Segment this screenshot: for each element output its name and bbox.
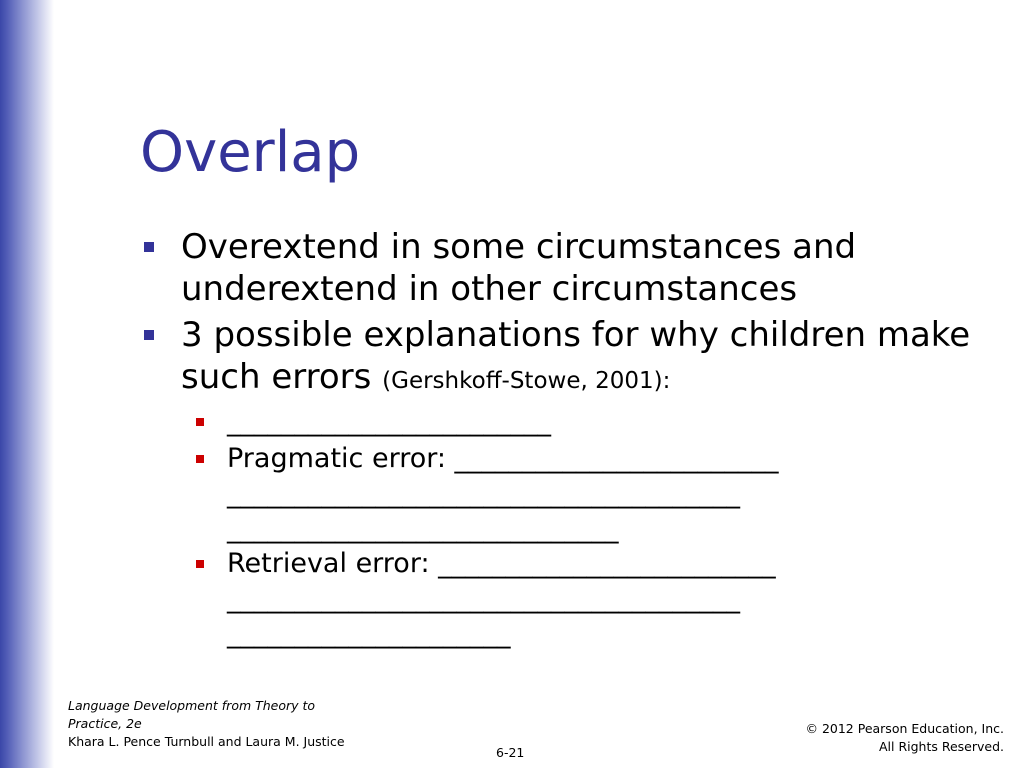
footer-copyright — [805, 720, 1004, 756]
slide-number: 6-21 — [496, 745, 525, 760]
square-bullet-icon — [196, 560, 204, 568]
square-bullet-icon — [144, 330, 154, 340]
square-bullet-icon — [144, 242, 154, 252]
bullet-item — [144, 226, 1004, 310]
side-gradient-bar — [0, 0, 54, 768]
copyright-text: © 2012 Pearson Education, Inc. — [805, 721, 1004, 736]
sub-bullet-item — [196, 441, 936, 546]
bullet-text — [181, 314, 1004, 402]
sub-bullet-text: Retrieval error: _________________________ ______________________________________ _____________________ — [227, 548, 785, 649]
sub-bullet-item — [196, 404, 996, 439]
book-title: Language Development from Theory to Practice, 2e — [68, 698, 316, 731]
rights-text: All Rights Reserved. — [878, 739, 1004, 754]
book-authors: Khara L. Pence Turnbull and Laura M. Justice — [68, 734, 345, 749]
citation: (Gershkoff-Stowe, 2001): — [382, 368, 671, 394]
square-bullet-icon — [196, 455, 204, 463]
bullet-text: Overextend in some circumstances and underextend in other circumstances — [181, 227, 867, 309]
bullet-item — [144, 314, 1004, 402]
footer-book-info — [68, 697, 368, 751]
sub-bullet-text: Pragmatic error: ________________________ ______________________________________ _____________________________ — [227, 443, 788, 544]
sub-bullet-text: ________________________ — [227, 406, 551, 437]
square-bullet-icon — [196, 418, 204, 426]
sub-bullet-item — [196, 546, 936, 651]
bullet-main-text: 3 possible explanations for why children make such errors — [181, 315, 982, 397]
slide-title: Overlap — [140, 120, 361, 185]
